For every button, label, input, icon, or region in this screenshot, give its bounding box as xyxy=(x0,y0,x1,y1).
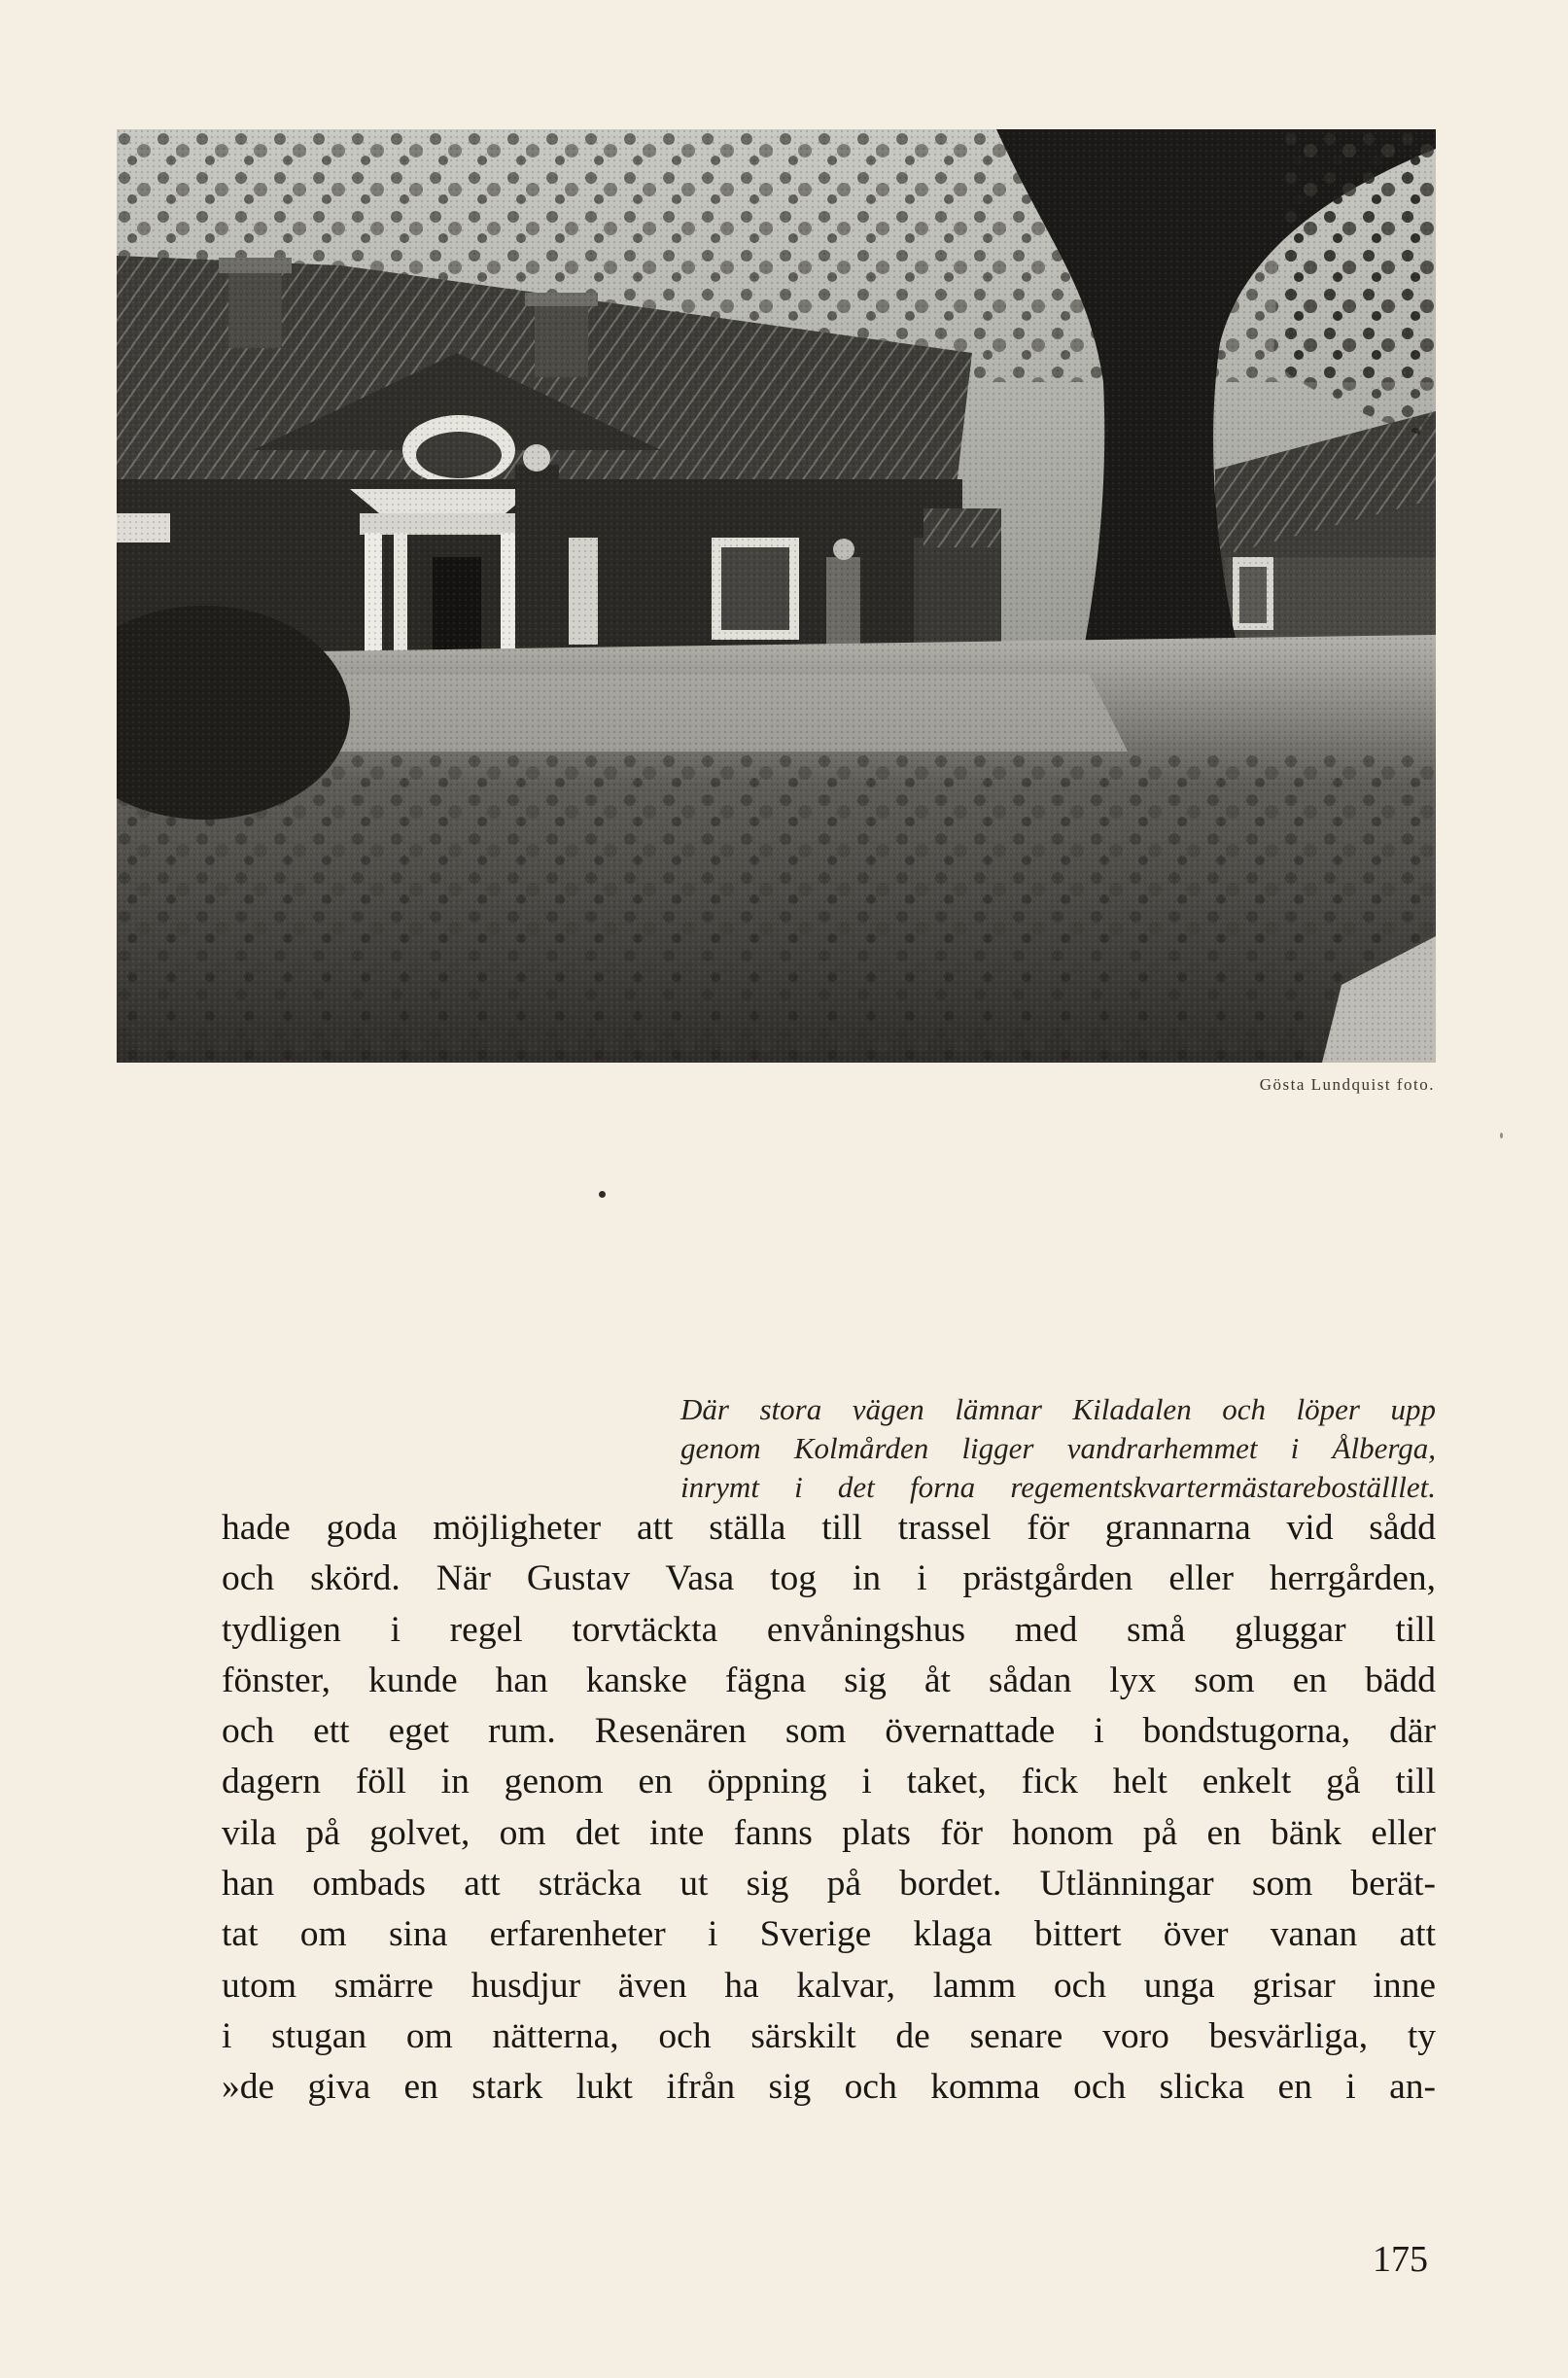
body-line: och ett eget rum. Resenären som övernattade i bondstugorna, där xyxy=(222,1711,1436,1752)
paper-speck xyxy=(1500,1133,1503,1138)
body-line: och skörd. När Gustav Vasa tog in i prästgården eller herrgården, xyxy=(222,1558,1436,1599)
body-line: tydligen i regel torvtäckta envåningshus med små gluggar till xyxy=(222,1609,1436,1650)
caption-line: Där stora vägen lämnar Kiladalen och löper upp xyxy=(680,1392,1436,1426)
paper-speck xyxy=(599,1191,606,1198)
body-line: hade goda möjligheter att ställa till trassel för grannarna vid sådd xyxy=(222,1508,1436,1548)
body-line: i stugan om nätterna, och särskilt de senare voro besvärliga, ty xyxy=(222,2015,1436,2056)
body-line: fönster, kunde han kanske fägna sig åt sådan lyx som en bädd xyxy=(222,1660,1436,1700)
caption-line: inrymt i det forna regementskvartermästareboställlet. xyxy=(680,1470,1436,1504)
body-line: »de giva en stark lukt ifrån sig och komma och slicka en i an- xyxy=(222,2067,1436,2108)
body-line: han ombads att sträcka ut sig på bordet. Utlänningar som berät- xyxy=(222,1864,1436,1905)
page-number: 175 xyxy=(1373,2239,1428,2280)
photo-credit: Gösta Lundquist foto. xyxy=(1259,1075,1435,1094)
house-photograph xyxy=(117,129,1436,1063)
caption-line: genom Kolmården ligger vandrarhemmet i Ålberga, xyxy=(680,1431,1436,1465)
body-paragraph xyxy=(222,1503,1436,2114)
body-line: utom smärre husdjur även ha kalvar, lamm och unga grisar inne xyxy=(222,1965,1436,2006)
body-line: tat om sina erfarenheter i Sverige klaga bittert över vanan att xyxy=(222,1914,1436,1955)
body-line: vila på golvet, om det inte fanns plats för honom på en bänk eller xyxy=(222,1812,1436,1853)
photo-caption xyxy=(680,1390,1436,1507)
body-line: dagern föll in genom en öppning i taket, fick helt enkelt gå till xyxy=(222,1762,1436,1802)
photo-illustration xyxy=(117,129,1436,1063)
